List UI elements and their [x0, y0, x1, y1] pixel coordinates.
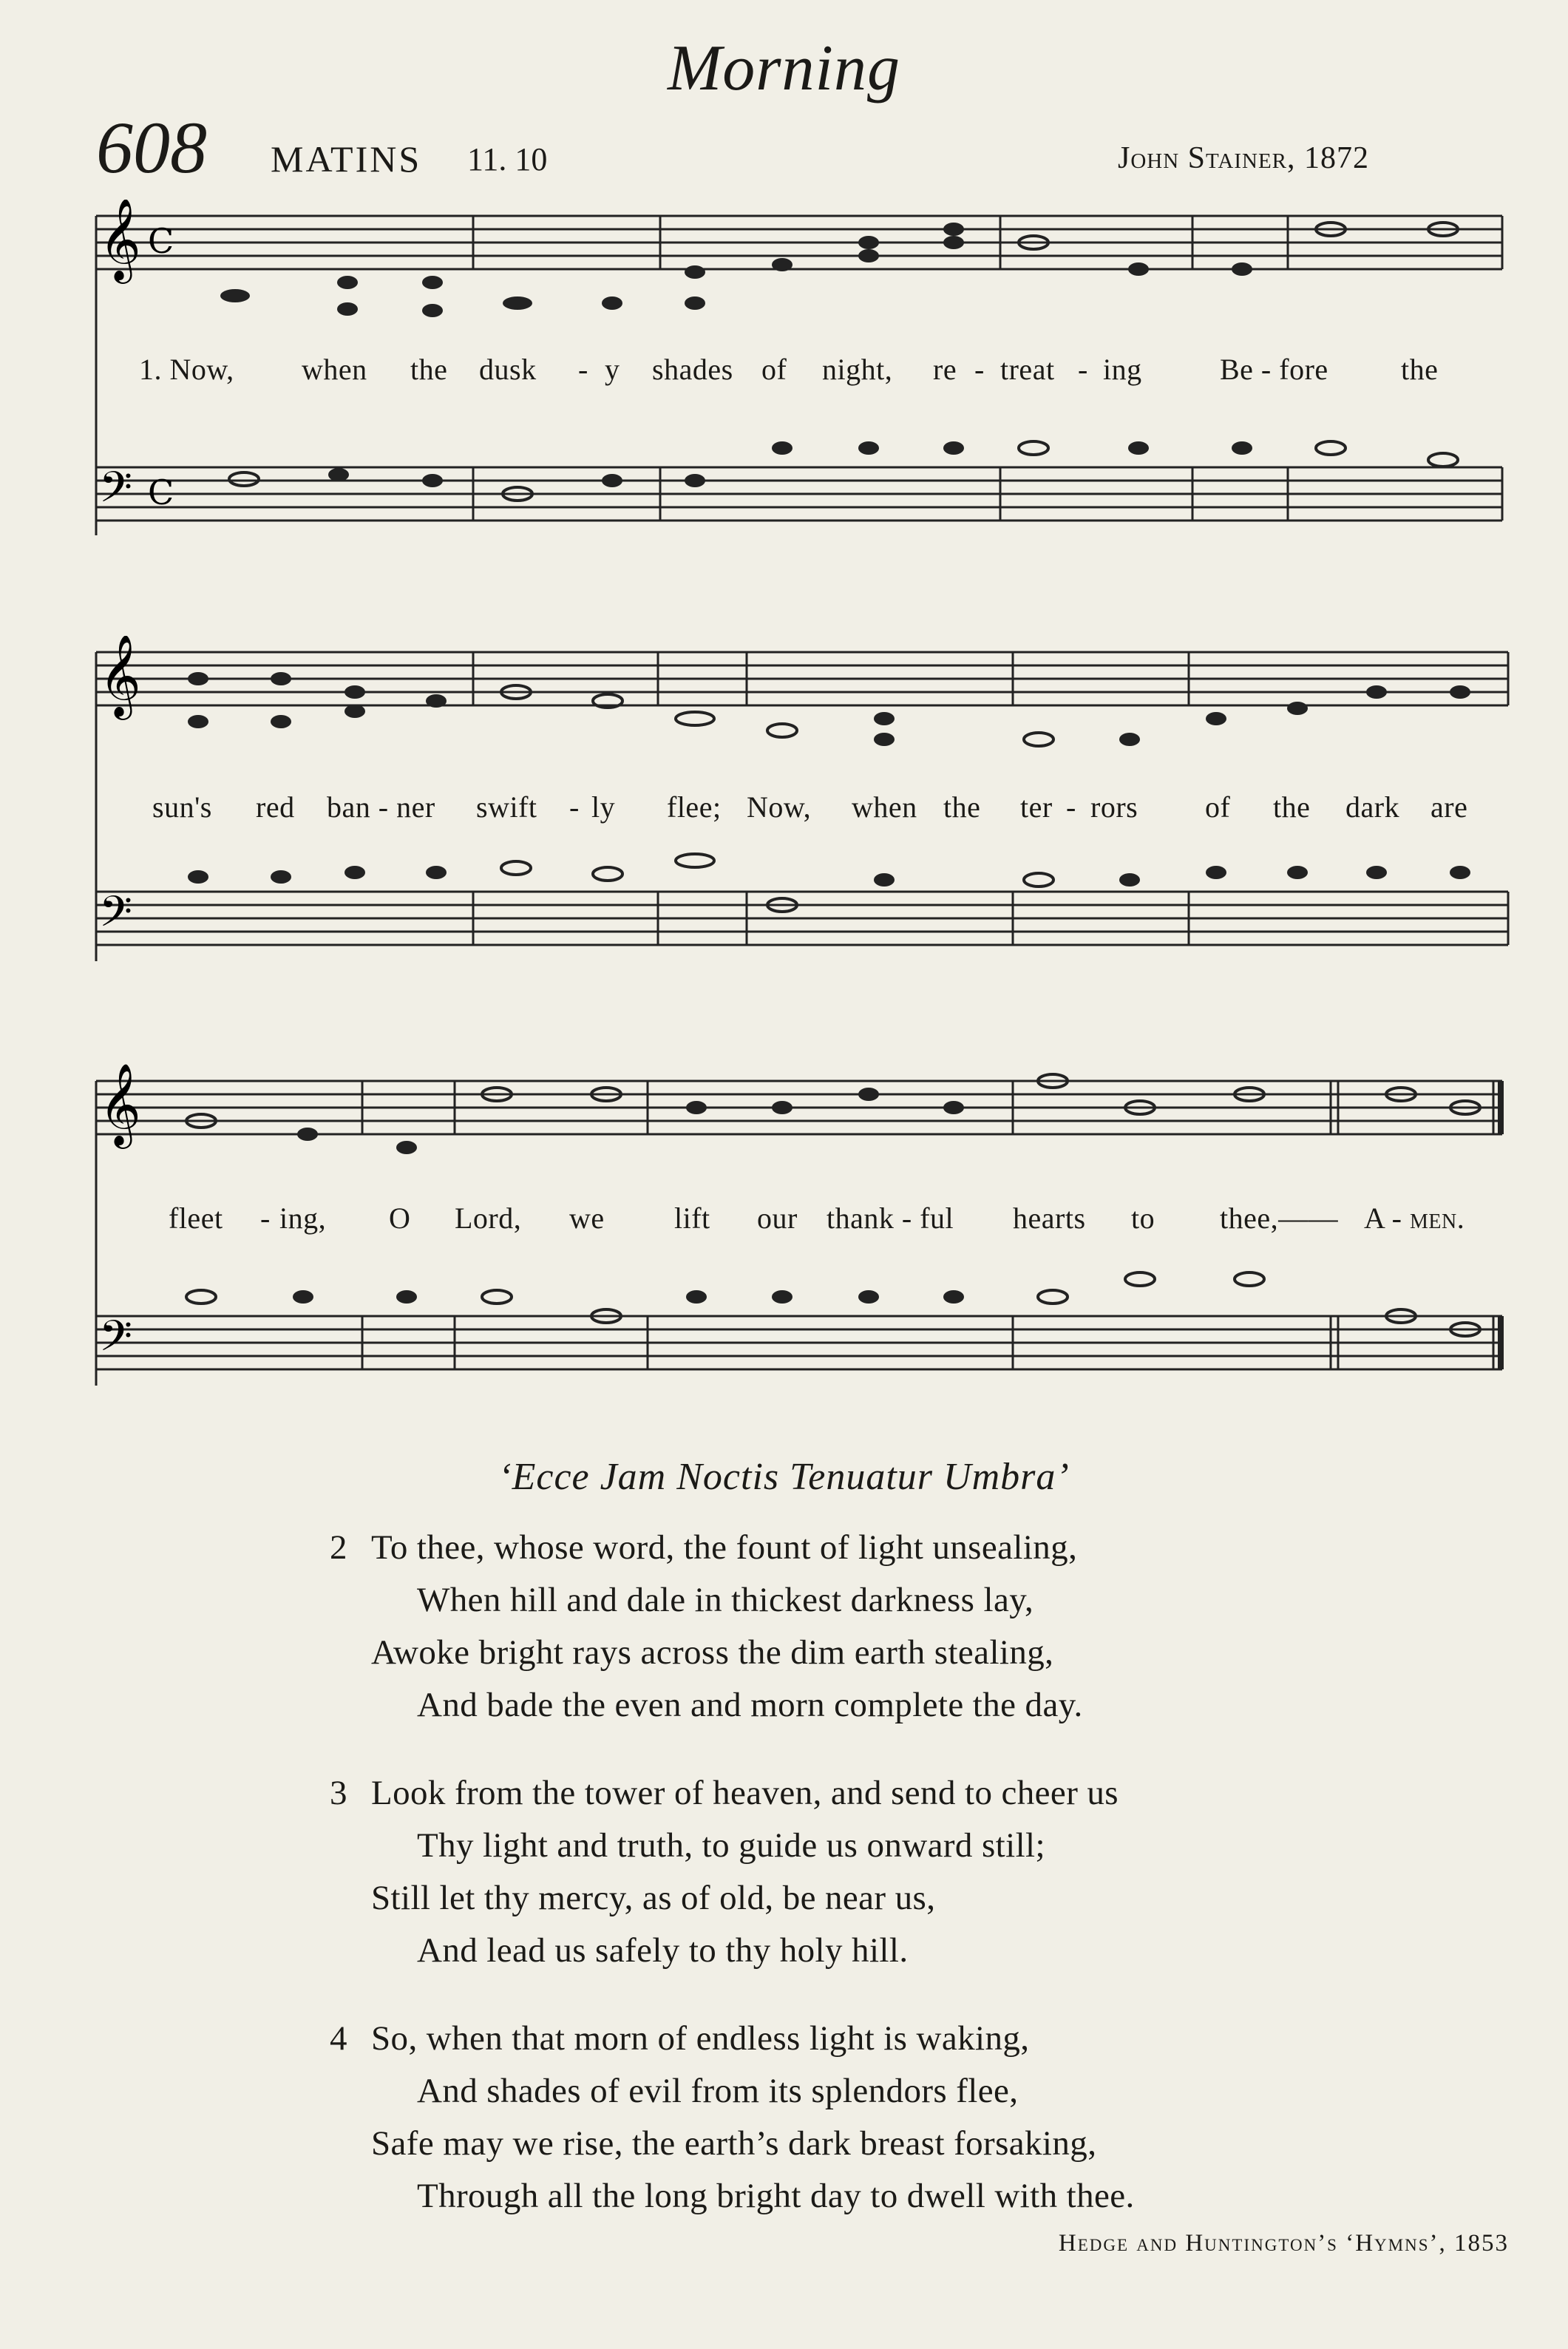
lyrics-line-1: 1. Now, when the dusk - y shades of night, re - treat - ing Be - fore the	[139, 353, 1439, 386]
bass-clef-icon: 𝄢	[99, 462, 133, 523]
verse-4: 4 So, when that morn of endless light is waking, And shades of evil from its splendors flee, Safe may we rise, the earth’s dark breast forsaking, Through all the long bright day to dwell with thee.	[371, 2013, 1135, 2223]
verse-number: 4	[330, 2019, 347, 2058]
treble-clef-icon: 𝄞	[99, 1062, 141, 1145]
treble-clef-icon: 𝄞	[99, 636, 141, 716]
lyrics-line-2: sun's red ban - ner swift - ly flee; Now, when the ter - rors of the dark are	[152, 790, 1468, 824]
tune-name: MATINS	[271, 138, 422, 180]
verse-number: 3	[330, 1774, 347, 1812]
attribution: Hedge and Huntington’s ‘Hymns’, 1853	[1058, 2230, 1509, 2257]
composer: John Stainer, 1872	[1118, 141, 1370, 175]
meter: 11. 10	[467, 141, 548, 177]
verse-3: 3 Look from the tower of heaven, and send to cheer us Thy light and truth, to guide us onward still; Still let thy mercy, as of old, be near us, And lead us safely to thy holy hill.	[371, 1767, 1119, 1977]
verse-2: 2 To thee, whose word, the fount of light unsealing, When hill and dale in thickest darkness lay, Awoke bright rays across the dim earth stealing, And bade the even and morn complete the day.	[371, 1522, 1083, 1732]
hymn-number: 608	[96, 106, 207, 189]
lyrics-line-3: fleet - ing, O Lord, we lift our thank - ful hearts to thee,—— A - men.	[169, 1201, 1465, 1235]
bass-clef-icon: 𝄢	[99, 1311, 133, 1372]
treble-clef-icon: 𝄞	[99, 200, 141, 280]
verse-number: 2	[330, 1528, 347, 1567]
latin-title: ‘Ecce Jam Noctis Tenuatur Umbra’	[498, 1456, 1070, 1498]
section-title: Morning	[668, 33, 900, 104]
bass-clef-icon: 𝄢	[99, 887, 133, 947]
bass-staff-1	[96, 467, 1502, 521]
svg-text:C: C	[148, 221, 174, 261]
svg-text:C: C	[148, 472, 174, 512]
